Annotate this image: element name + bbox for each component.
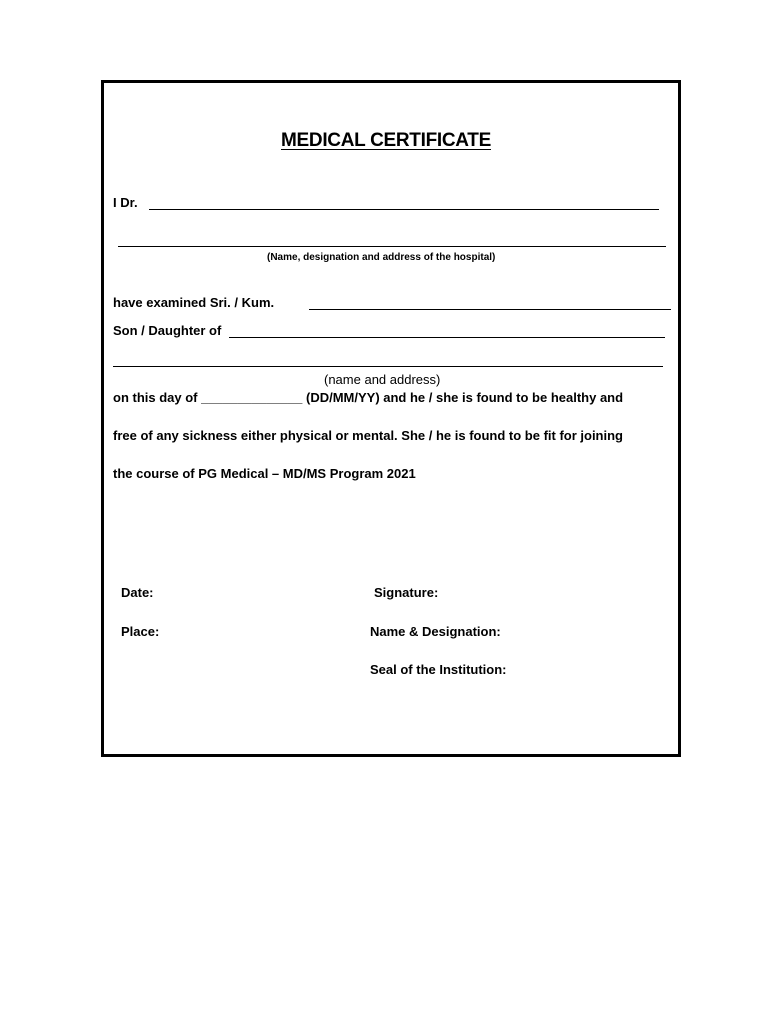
- doctor-label: I Dr.: [113, 195, 138, 210]
- day-label: on this day of: [113, 390, 198, 405]
- certificate-title: MEDICAL CERTIFICATE: [281, 130, 491, 151]
- address-line[interactable]: [113, 366, 663, 367]
- parent-name-line[interactable]: [229, 337, 665, 338]
- patient-name-line[interactable]: [309, 309, 671, 310]
- course-statement: the course of PG Medical – MD/MS Program 2021: [113, 466, 416, 481]
- hospital-caption: (Name, designation and address of the hospital): [267, 252, 496, 263]
- signature-label: Signature:: [374, 585, 439, 600]
- date-label: Date:: [121, 585, 154, 600]
- examined-label: have examined Sri. / Kum.: [113, 295, 275, 310]
- address-caption: (name and address): [324, 372, 441, 387]
- place-label: Place:: [121, 624, 160, 639]
- seal-label: Seal of the Institution:: [370, 662, 507, 677]
- hospital-details-line[interactable]: [118, 246, 666, 247]
- date-sentence: [113, 390, 623, 406]
- name-designation-label: Name & Designation:: [370, 624, 501, 639]
- certificate-border: [101, 80, 681, 757]
- doctor-name-line[interactable]: [149, 209, 659, 210]
- son-daughter-label: Son / Daughter of: [113, 323, 222, 338]
- fitness-statement: free of any sickness either physical or mental. She / he is found to be fit for joining: [113, 428, 623, 443]
- day-blank[interactable]: ______________: [201, 390, 303, 405]
- day-suffix: (DD/MM/YY) and he / she is found to be healthy and: [305, 390, 624, 405]
